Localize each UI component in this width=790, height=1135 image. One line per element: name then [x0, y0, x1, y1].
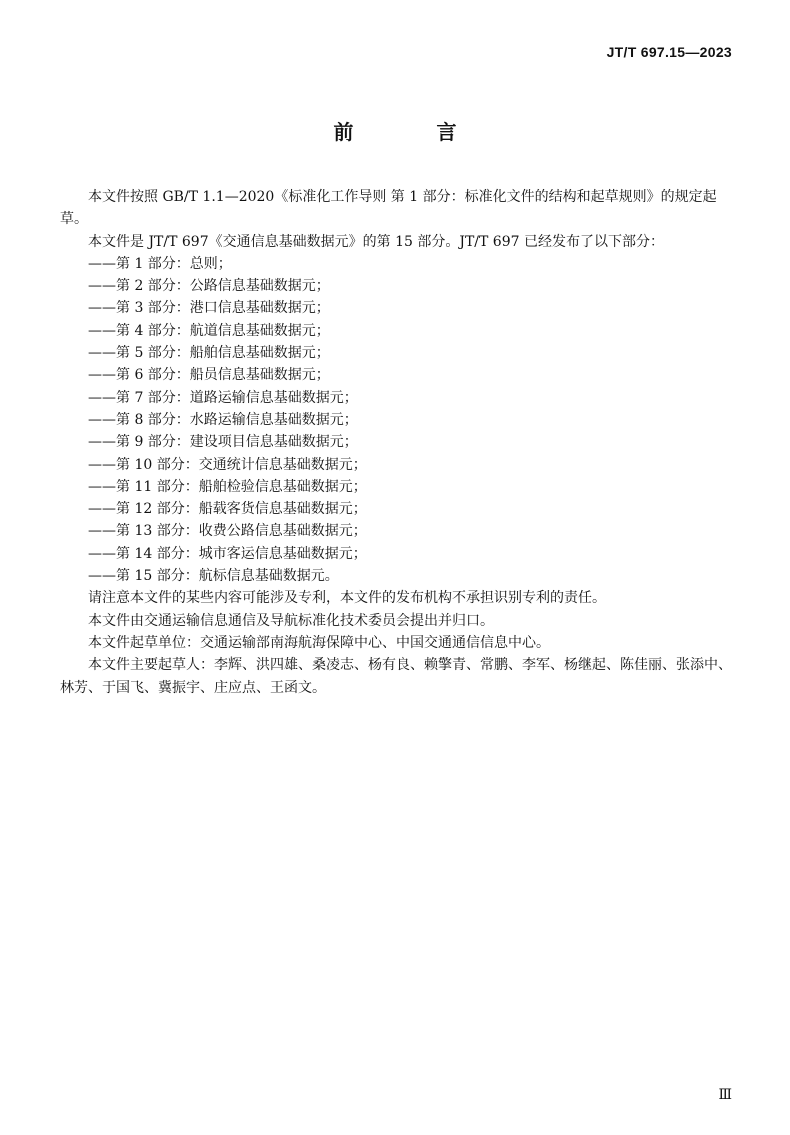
paragraph-patent-notice: 请注意本文件的某些内容可能涉及专利，本文件的发布机构不承担识别专利的责任。 [88, 590, 606, 607]
parts-list [60, 253, 734, 587]
paragraph-proposer: 本文件由交通运输信息通信及导航标准化技术委员会提出并归口。 [88, 612, 494, 629]
list-item: ——第 2 部分：公路信息基础数据元； [88, 278, 330, 295]
list-item: ——第 8 部分：水路运输信息基础数据元； [88, 411, 358, 428]
list-item: ——第 13 部分：收费公路信息基础数据元； [88, 523, 367, 540]
list-item: ——第 11 部分：船舶检验信息基础数据元； [88, 478, 367, 495]
list-item: ——第 7 部分：道路运输信息基础数据元； [88, 389, 358, 406]
paragraph-drafters: 本文件主要起草人：李辉、洪四雄、桑凌志、杨有良、赖擎青、常鹏、李军、杨继起、陈佳丽、张添中、林芳、于国飞、冀振宇、庄应点、王函文。 [60, 657, 732, 696]
foreword-body [60, 186, 734, 699]
list-item: ——第 1 部分：总则； [88, 255, 232, 272]
list-item: ——第 6 部分：船员信息基础数据元； [88, 367, 330, 384]
list-item: ——第 10 部分：交通统计信息基础数据元； [88, 456, 367, 473]
paragraph-drafting-units: 本文件起草单位：交通运输部南海航海保障中心、中国交通通信信息中心。 [88, 634, 550, 651]
list-item: ——第 3 部分：港口信息基础数据元； [88, 300, 330, 317]
list-item: ——第 15 部分：航标信息基础数据元。 [88, 568, 339, 585]
list-item: ——第 5 部分：船舶信息基础数据元； [88, 345, 330, 362]
page-number: Ⅲ [718, 1087, 732, 1103]
list-item: ——第 4 部分：航道信息基础数据元； [88, 322, 330, 339]
page-title: 前 言 [333, 120, 495, 144]
list-item: ——第 9 部分：建设项目信息基础数据元； [88, 434, 358, 451]
paragraph-series-intro: 本文件是 JT/T 697《交通信息基础数据元》的第 15 部分。JT/T 697 已经发布了以下部分： [88, 233, 664, 250]
document-code-header: JT/T 697.15—2023 [606, 44, 732, 60]
list-item: ——第 12 部分：船载客货信息基础数据元； [88, 501, 367, 518]
paragraph-drafting-rules: 本文件按照 GB/T 1.1—2020《标准化工作导则 第 1 部分：标准化文件的结构和起草规则》的规定起草。 [60, 189, 717, 228]
list-item: ——第 14 部分：城市客运信息基础数据元； [88, 545, 367, 562]
